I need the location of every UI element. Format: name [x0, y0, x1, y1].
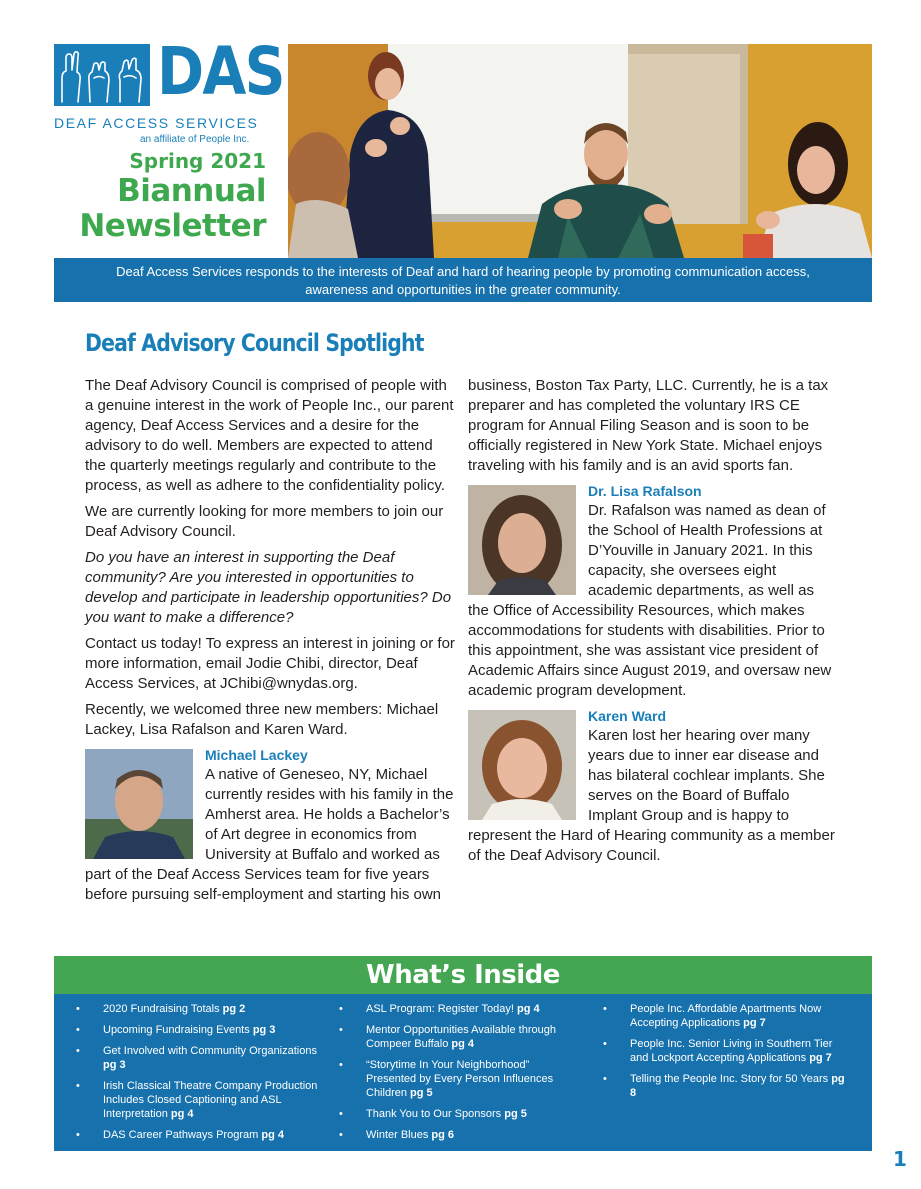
karen-ward-photo: [468, 710, 576, 820]
inside-item-page: pg 4: [261, 1129, 284, 1141]
inside-item: [339, 1107, 579, 1121]
lisa-rafalson-photo: [468, 485, 576, 595]
bio-name: Michael Lackey: [205, 747, 308, 763]
inside-item-page: pg 3: [252, 1024, 276, 1036]
inside-item-label: People Inc. Affordable Apartments Now Accepting Applications: [630, 1003, 822, 1029]
bio-text: Karen lost her hearing over many years due to inner ear disease and has bilateral cochlear implants. She serves on the Board of Buffalo Implant Group and is happy to represent the Hard of Hearing community as a member of the Deaf Advisory Council.: [468, 727, 835, 864]
bio-text: Dr. Rafalson was named as dean of the School of Health Professions at D’Youville in January 2021. In this capacity, she oversees eight academic departments, as well as the Office of Accessibility Resources, which makes accommodations for students with disabilities. Prior to this appointment, she was assistant vice president of Academic Affairs since August 2019, and oversaw new academic program development.: [468, 502, 832, 699]
inside-item-label: Mentor Opportunities Available through Compeer Buffalo: [366, 1024, 556, 1050]
inside-item-page: pg 4: [451, 1038, 475, 1050]
title-line-2: Newsletter: [79, 208, 266, 244]
inside-column-1: [76, 1002, 326, 1149]
bio-lisa-rafalson: [468, 482, 838, 701]
hero-photo: [288, 44, 872, 258]
inside-item: [339, 1058, 579, 1100]
whats-inside-box: [54, 994, 872, 1151]
issue-date: Spring 2021: [129, 149, 266, 173]
inside-item-page: pg 5: [410, 1087, 433, 1099]
inside-item-page: pg 6: [431, 1129, 455, 1141]
inside-item-label: Telling the People Inc. Story for 50 Years: [630, 1073, 829, 1085]
inside-item: [76, 1023, 326, 1037]
inside-item-page: pg 7: [809, 1052, 832, 1064]
questions-paragraph: Do you have an interest in supporting the Deaf community? Are you interested in opportunities to develop and participate in leadership opportunities? Do you want to make a difference?: [85, 549, 452, 626]
michael-lackey-photo: [85, 749, 193, 859]
bio-karen-ward: [468, 707, 838, 866]
title-line-1: Biannual: [117, 173, 266, 209]
inside-item-label: Get Involved with Community Organizations: [103, 1045, 317, 1057]
inside-item: [339, 1002, 579, 1016]
inside-item: [339, 1023, 579, 1051]
newsletter-title: [40, 174, 266, 244]
mission-banner: Deaf Access Services responds to the interests of Deaf and hard of hearing people by promoting communication access, awareness and opportunities in the greater community.: [54, 258, 872, 302]
inside-item-page: pg 4: [170, 1108, 194, 1120]
inside-item-label: Irish Classical Theatre Company Production Includes Closed Captioning and ASL Interpretation: [103, 1080, 318, 1120]
inside-item-label: People Inc. Senior Living in Southern Tier and Lockport Accepting Applications: [630, 1038, 833, 1064]
welcome-paragraph: Recently, we welcomed three new members: Michael Lackey, Lisa Rafalson and Karen Ward.: [85, 701, 439, 738]
inside-item-label: DAS Career Pathways Program: [103, 1129, 259, 1141]
inside-item: [76, 1128, 326, 1142]
inside-item-page: pg 2: [222, 1003, 246, 1015]
inside-item-page: pg 5: [504, 1108, 527, 1120]
bio-name: Dr. Lisa Rafalson: [588, 483, 702, 499]
inside-item-label: ASL Program: Register Today!: [366, 1003, 514, 1015]
inside-item: [603, 1002, 853, 1030]
inside-item: [76, 1044, 326, 1072]
bio-name: Karen Ward: [588, 708, 667, 724]
das-hands-logo-icon: [54, 44, 150, 106]
bio-text: A native of Geneseo, NY, Michael currently resides with his family in the Amherst area. He holds a Bachelor’s of Art degree in economics from University at Buffalo and worked as part of the Deaf Access Services team for five years before pursuing self-employment and starting his own: [85, 766, 454, 903]
organization-name: DEAF ACCESS SERVICES: [54, 115, 259, 131]
inside-item-label: 2020 Fundraising Totals: [103, 1003, 220, 1015]
right-column: [468, 376, 838, 866]
section-heading: Deaf Advisory Council Spotlight: [85, 329, 424, 357]
inside-item-page: pg 4: [517, 1003, 540, 1015]
inside-item: [76, 1079, 326, 1121]
inside-item-page: pg 8: [630, 1073, 845, 1099]
bio-continued-text: business, Boston Tax Party, LLC. Currently, he is a tax preparer and has completed the voluntary IRS CE program for Annual Filing Season and is soon to be officially registered in New York State. Michael enjoys traveling with his family and is an avid sports fan.: [468, 377, 829, 474]
inside-item-label: Winter Blues: [366, 1129, 429, 1141]
bio-michael-lackey: [85, 746, 455, 905]
inside-item-page: pg 7: [743, 1017, 766, 1029]
inside-item-label: Thank You to Our Sponsors: [366, 1108, 502, 1120]
affiliate-line: an affiliate of People Inc.: [140, 134, 250, 145]
inside-item-page: pg 3: [103, 1059, 126, 1071]
das-logo-text: DAS: [157, 33, 284, 110]
inside-item-label: “Storytime In Your Neighborhood” Presented by Every Person Influences Children: [366, 1059, 554, 1099]
page-number: 1: [893, 1147, 907, 1171]
contact-paragraph: Contact us today! To express an interest in joining or for more information, email Jodie Chibi, director, Deaf Access Services, at JChibi@wnydas.org.: [85, 635, 455, 692]
inside-item-label: Upcoming Fundraising Events: [103, 1024, 250, 1036]
recruit-paragraph: We are currently looking for more members to join our Deaf Advisory Council.: [85, 503, 444, 540]
inside-item: [76, 1002, 326, 1016]
left-column: [85, 376, 455, 905]
inside-item: [603, 1072, 853, 1100]
intro-paragraph: The Deaf Advisory Council is comprised of people with a genuine interest in the work of People Inc., our parent agency, Deaf Access Services and a desire for the advisory to do well. Members are expected to attend the quarterly meetings regularly and contribute to the process, as well as adhere to the confidentiality policy.: [85, 377, 454, 494]
inside-column-3: [603, 1002, 853, 1107]
inside-item: [603, 1037, 853, 1065]
inside-item: [339, 1128, 579, 1142]
whats-inside-title: What’s Inside: [54, 956, 872, 994]
inside-column-2: [339, 1002, 579, 1149]
